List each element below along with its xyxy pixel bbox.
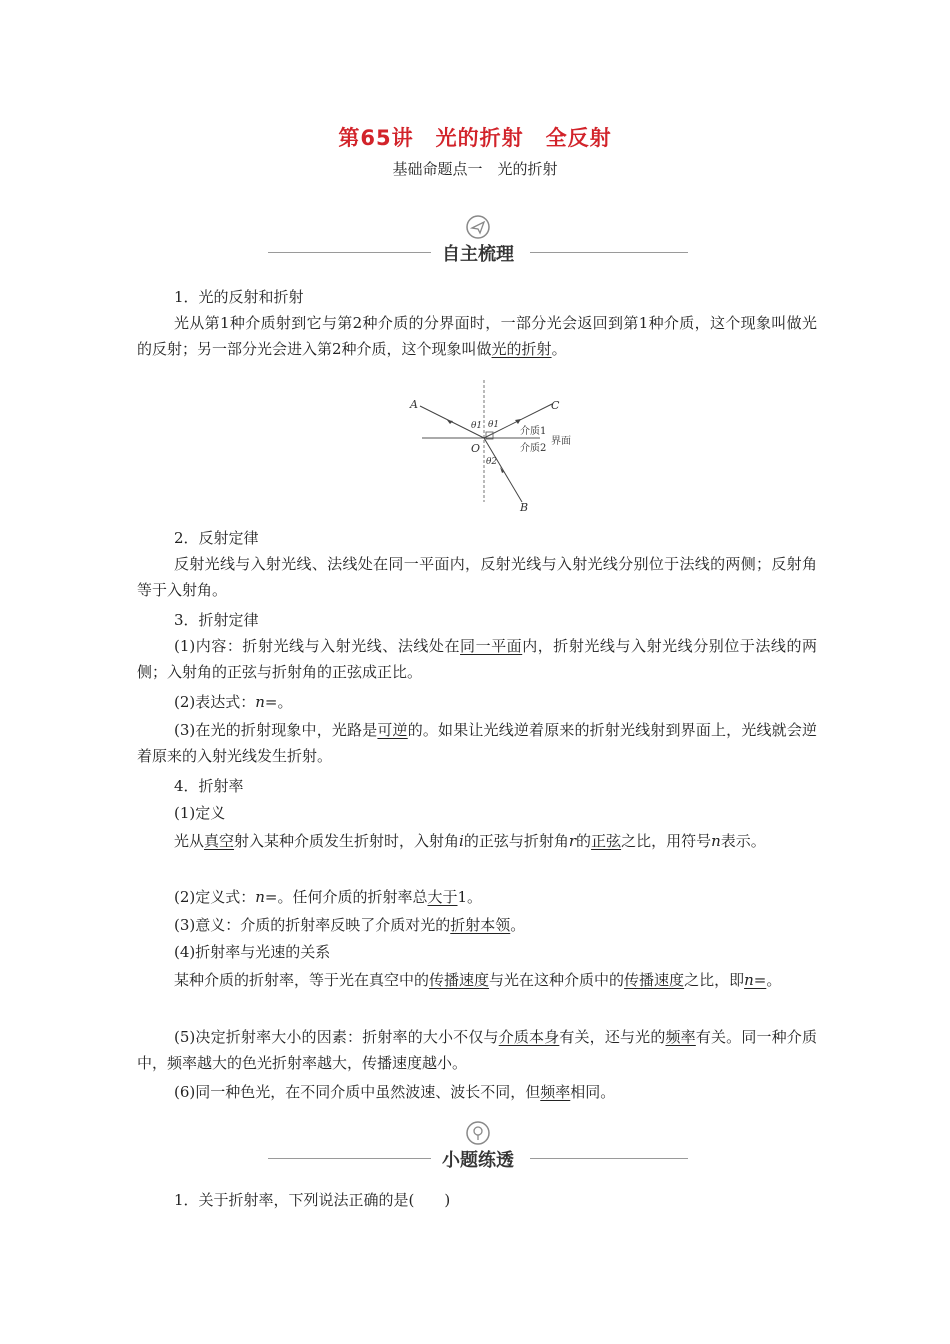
paragraph-12: (5)决定折射率大小的因素：折射率的大小不仅与介质本身有关，还与光的频率有关。同一种介质中，频率越大的色光折射率越大，传播速度越小。 xyxy=(137,1028,817,1072)
paper-plane-icon xyxy=(465,214,491,240)
svg-text:θ1: θ1 xyxy=(488,420,500,430)
paragraph-4: (2)表达式：n=。 xyxy=(174,693,293,711)
section-title: 小题练透 xyxy=(442,1150,514,1171)
svg-text:界面: 界面 xyxy=(551,436,571,447)
paragraph-2: 反射光线与入射光线、法线处在同一平面内，反射光线与入射光线分别位于法线的两侧；反射角等于入射角。 xyxy=(137,555,817,599)
refraction-diagram xyxy=(400,380,590,520)
paragraph-5: (3)在光的折射现象中，光路是可逆的。如果让光线逆着原来的折射光线射到界面上，光线就会逆着原来的入射光线发生折射。 xyxy=(137,721,817,765)
svg-text:θ2: θ2 xyxy=(486,457,498,467)
lightbulb-icon xyxy=(465,1120,491,1146)
svg-text:A: A xyxy=(410,398,418,411)
paragraph-7: 光从真空射入某种介质发生折射时，入射角i的正弦与折射角r的正弦之比，用符号n表示。 xyxy=(174,832,766,850)
section-header-self-study xyxy=(268,214,688,274)
heading-1: 1．光的反射和折射 xyxy=(174,288,304,306)
question-1: 1．关于折射率，下列说法正确的是( ) xyxy=(174,1191,451,1209)
paragraph-13: (6)同一种色光，在不同介质中虽然波速、波长不同，但频率相同。 xyxy=(174,1083,616,1101)
svg-text:C: C xyxy=(551,399,560,412)
svg-text:B: B xyxy=(520,501,529,514)
heading-3: 3．折射定律 xyxy=(174,611,259,629)
paragraph-6: (1)定义 xyxy=(174,804,226,822)
heading-4: 4．折射率 xyxy=(174,777,244,795)
paragraph-11: 某种介质的折射率，等于光在真空中的传播速度与光在这种介质中的传播速度之比，即n=。 xyxy=(174,971,782,989)
svg-text:θ1: θ1 xyxy=(471,421,483,431)
paragraph-10: (4)折射率与光速的关系 xyxy=(174,943,331,961)
svg-text:介质2: 介质2 xyxy=(520,443,547,454)
section-header-practice xyxy=(268,1120,688,1180)
page-title: 第65讲 光的折射 全反射 xyxy=(338,126,612,150)
paragraph-1: 光从第1种介质射到它与第2种介质的分界面时，一部分光会返回到第1种介质，这个现象叫做光的反射；另一部分光会进入第2种介质，这个现象叫做光的折射。 xyxy=(137,314,817,358)
svg-text:介质1: 介质1 xyxy=(520,426,547,437)
svg-text:O: O xyxy=(471,442,481,455)
paragraph-8: (2)定义式：n=。任何介质的折射率总大于1。 xyxy=(174,888,483,906)
paragraph-3: (1)内容：折射光线与入射光线、法线处在同一平面内，折射光线与入射光线分别位于法线的两侧；入射角的正弦与折射角的正弦成正比。 xyxy=(137,637,817,681)
paragraph-9: (3)意义：介质的折射率反映了介质对光的折射本领。 xyxy=(174,916,526,934)
page-subtitle: 基础命题点一 光的折射 xyxy=(392,160,558,178)
heading-2: 2．反射定律 xyxy=(174,529,259,547)
section-title: 自主梳理 xyxy=(442,244,514,265)
